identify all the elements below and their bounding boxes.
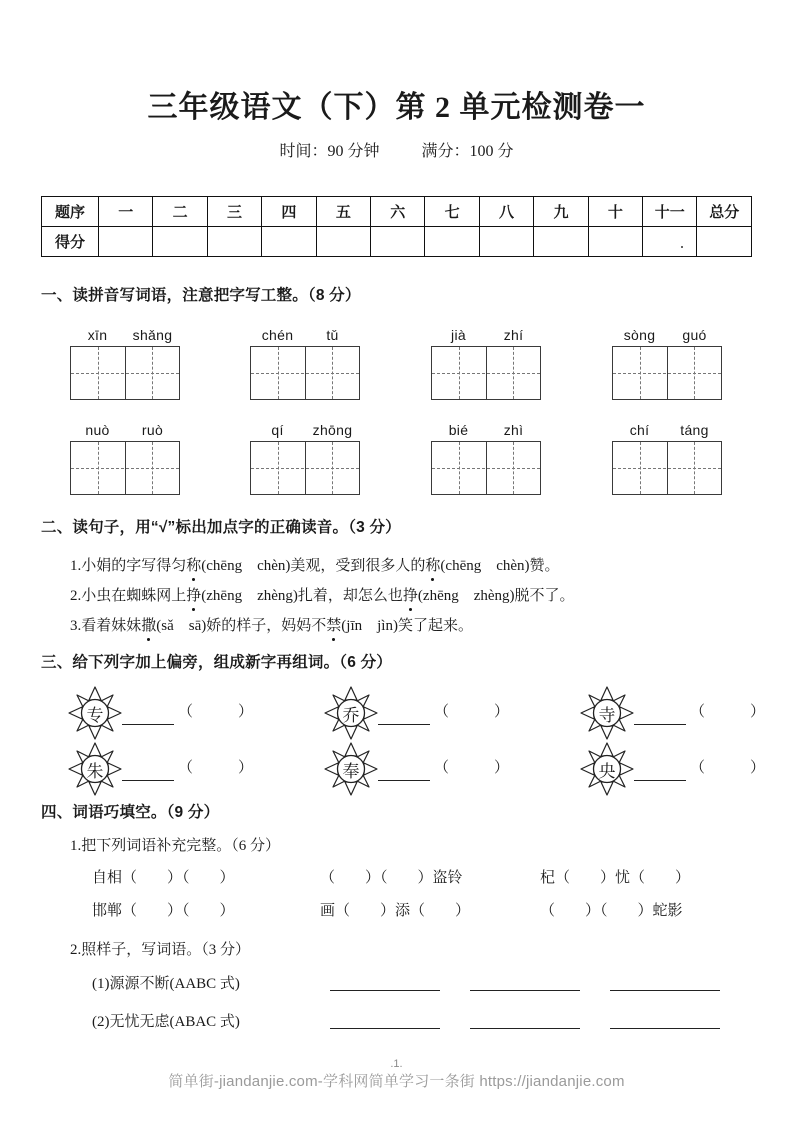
tianzige-box[interactable]: [250, 346, 360, 400]
idiom-3[interactable]: 杞（ ）忧（ ）: [540, 870, 691, 886]
dotted-char: 称: [186, 554, 201, 575]
pinyin-syllable: tǔ: [326, 327, 339, 343]
pinyin-item-4: [612, 327, 722, 400]
score-cell-5[interactable]: [316, 227, 370, 257]
idiom-4[interactable]: 邯郸（ ）（ ）: [92, 903, 235, 919]
dotted-char: 挣: [186, 584, 201, 605]
pattern-1-blank-3[interactable]: [610, 990, 720, 991]
pinyin-syllable: zhōng: [312, 422, 353, 438]
dotted-char: 撒: [141, 614, 156, 635]
question-text: (zhēng zhèng)脱不了。: [417, 588, 575, 604]
row-label-score: 得分: [42, 227, 99, 257]
score-cell-4[interactable]: [262, 227, 316, 257]
col-11: 十一: [643, 197, 697, 227]
question-text: 小娟的字写得匀: [81, 558, 187, 574]
section-2-question-1: [70, 554, 560, 575]
question-number: 2.: [70, 588, 82, 604]
pattern-2-blank-2[interactable]: [470, 1028, 580, 1029]
pinyin-syllable: chí: [629, 422, 650, 438]
tianzige-box[interactable]: [431, 346, 541, 400]
score-cell-2[interactable]: [153, 227, 207, 257]
col-1: 一: [99, 197, 153, 227]
answer-line[interactable]: [378, 780, 430, 781]
answer-line[interactable]: [122, 724, 174, 725]
pattern-1-blank-1[interactable]: [330, 990, 440, 991]
section-3-heading: 三、给下列字加上偏旁，组成新字再组词。（6 分）: [41, 654, 392, 671]
pattern-1-blank-2[interactable]: [470, 990, 580, 991]
col-7: 七: [425, 197, 479, 227]
dotted-char: 挣: [403, 584, 418, 605]
tianzige-box[interactable]: [612, 346, 722, 400]
score-cell-9[interactable]: [534, 227, 588, 257]
pinyin-item-5: [70, 422, 180, 495]
pinyin-item-6: [250, 422, 360, 495]
pinyin-item-7: [431, 422, 541, 495]
tianzige-box[interactable]: [431, 441, 541, 495]
col-total: 总分: [697, 197, 752, 227]
radical-star-2: [324, 686, 378, 740]
question-text: 小虫在蜘蛛网上: [81, 588, 187, 604]
word-paren[interactable]: （ ）: [690, 760, 766, 776]
pinyin-syllable: bié: [448, 422, 469, 438]
footer-watermark: 简单街-jiandanjie.com-学科网简单学习一条街 https://jiandanjie.com: [168, 1073, 625, 1090]
dotted-char: 禁: [326, 614, 341, 635]
col-2: 二: [153, 197, 207, 227]
pinyin-syllable: zhì: [503, 422, 524, 438]
pinyin-syllable: táng: [680, 422, 709, 438]
base-character: 奉: [342, 761, 360, 781]
question-text: (jīn jìn)笑了起来。: [341, 618, 473, 634]
word-paren[interactable]: （ ）: [434, 760, 510, 776]
pinyin-syllable: zhí: [503, 327, 524, 343]
answer-line[interactable]: [122, 780, 174, 781]
score-cell-1[interactable]: [99, 227, 153, 257]
exam-meta: [0, 138, 793, 161]
score-table: [41, 196, 752, 257]
radical-star-6: [580, 742, 634, 796]
col-3: 三: [207, 197, 261, 227]
radical-star-5: [324, 742, 378, 796]
col-10: 十: [588, 197, 642, 227]
answer-line[interactable]: [378, 724, 430, 725]
score-cell-3[interactable]: [207, 227, 261, 257]
question-number: 1.: [70, 558, 82, 574]
section-4-sub1-label: 1.把下列词语补充完整。（6 分）: [70, 838, 281, 854]
section-4-heading: 四、词语巧填空。（9 分）: [41, 804, 220, 821]
section-2-question-3: [70, 614, 473, 635]
tianzige-box[interactable]: [70, 346, 180, 400]
score-cell-total[interactable]: [697, 227, 752, 257]
score-cell-6[interactable]: [371, 227, 425, 257]
tianzige-box[interactable]: [612, 441, 722, 495]
base-character: 乔: [342, 705, 360, 725]
radical-star-4: [68, 742, 122, 796]
pinyin-syllable: xīn: [87, 327, 108, 343]
answer-line[interactable]: [634, 780, 686, 781]
word-paren[interactable]: （ ）: [178, 704, 254, 720]
col-6: 六: [371, 197, 425, 227]
pinyin-syllable: sòng: [623, 327, 656, 343]
idiom-6[interactable]: （ ）（ ）蛇影: [540, 903, 683, 919]
radical-star-3: [580, 686, 634, 740]
idiom-5[interactable]: 画（ ）添（ ）: [320, 903, 471, 919]
base-character: 寺: [598, 705, 616, 725]
pinyin-syllable: guó: [682, 327, 707, 343]
table-row-header: [42, 197, 752, 227]
pinyin-syllable: qí: [271, 422, 284, 438]
pattern-2-blank-3[interactable]: [610, 1028, 720, 1029]
question-text: (zhēng zhèng)扎着，却怎么也: [201, 588, 403, 604]
pinyin-syllable: ruò: [141, 422, 164, 438]
pinyin-item-8: [612, 422, 722, 495]
section-2-question-2: [70, 584, 575, 605]
question-number: 3.: [70, 618, 82, 634]
col-5: 五: [316, 197, 370, 227]
time-limit: 时间：90 分钟: [279, 143, 380, 160]
score-cell-7[interactable]: [425, 227, 479, 257]
question-text: 看着妹妹: [81, 618, 142, 634]
col-8: 八: [479, 197, 533, 227]
section-1-heading: 一、读拼音写词语，注意把字写工整。（8 分）: [41, 287, 361, 304]
question-text: (chēng chèn)赞。: [440, 558, 560, 574]
pinyin-syllable: shǎng: [132, 327, 173, 343]
question-text: (chēng chèn)美观，受到很多人的: [201, 558, 426, 574]
base-character: 朱: [86, 761, 104, 781]
base-character: 专: [86, 705, 104, 725]
col-4: 四: [262, 197, 316, 227]
idiom-1[interactable]: 自相（ ）（ ）: [92, 870, 235, 886]
pattern-2-blank-1[interactable]: [330, 1028, 440, 1029]
pinyin-syllable: jià: [451, 327, 466, 343]
tianzige-box[interactable]: [70, 441, 180, 495]
pattern-item-1-text: (1)源源不断(AABC 式): [92, 976, 240, 992]
pinyin-item-2: [250, 327, 360, 400]
idiom-2[interactable]: （ ）（ ）盗铃: [320, 870, 463, 886]
word-paren[interactable]: （ ）: [434, 704, 510, 720]
table-row-scores: [42, 227, 752, 257]
score-cell-10[interactable]: [588, 227, 642, 257]
question-text: (sǎ sā)娇的样子，妈妈不: [156, 618, 327, 634]
total-score: 满分：100 分: [421, 143, 514, 160]
score-cell-8[interactable]: [479, 227, 533, 257]
section-2-heading: 二、读句子，用“√”标出加点字的正确读音。（3 分）: [41, 519, 401, 536]
page-title: 三年级语文（下）第 2 单元检测卷一: [147, 91, 646, 124]
base-character: 央: [598, 761, 616, 781]
dotted-char: 称: [425, 554, 440, 575]
col-9: 九: [534, 197, 588, 227]
section-4-sub2-label: 2.照样子，写词语。（3 分）: [70, 942, 251, 958]
row-label-question-no: 题序: [42, 197, 99, 227]
word-paren[interactable]: （ ）: [690, 704, 766, 720]
word-paren[interactable]: （ ）: [178, 760, 254, 776]
page-number: .1.: [390, 1058, 403, 1070]
pinyin-item-3: [431, 327, 541, 400]
pinyin-syllable: chén: [261, 327, 294, 343]
score-cell-11[interactable]: [643, 227, 697, 257]
radical-star-1: [68, 686, 122, 740]
answer-line[interactable]: [634, 724, 686, 725]
pattern-item-2-text: (2)无忧无虑(ABAC 式): [92, 1014, 240, 1030]
tianzige-box[interactable]: [250, 441, 360, 495]
pinyin-item-1: [70, 327, 180, 400]
pinyin-syllable: nuò: [85, 422, 110, 438]
